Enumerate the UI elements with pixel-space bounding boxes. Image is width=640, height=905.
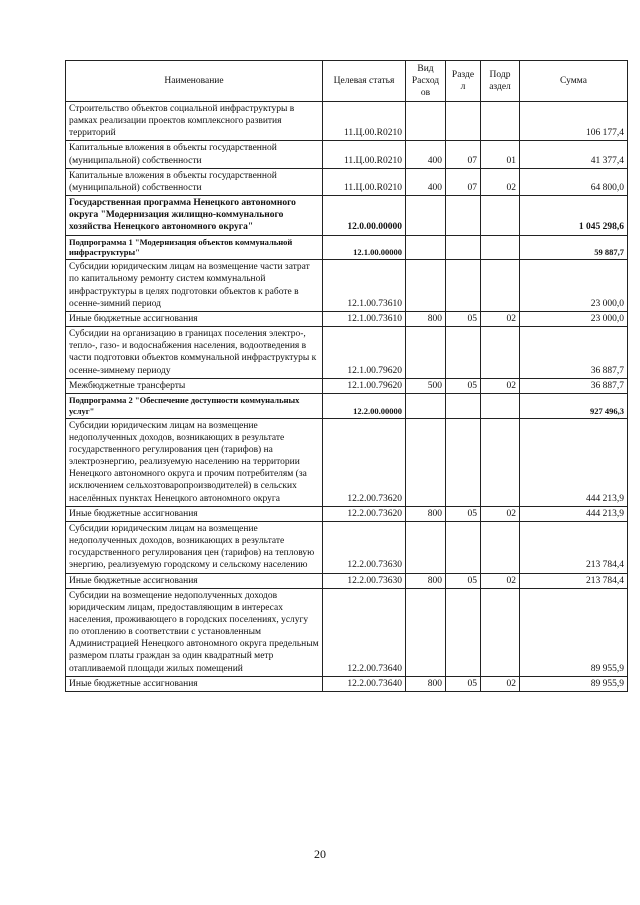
- cell-target: 12.1.00.79620: [323, 327, 406, 379]
- cell-podrazdel: 02: [481, 573, 520, 588]
- cell-sum: 444 213,9: [520, 418, 628, 506]
- cell-target: 12.0.00.00000: [323, 196, 406, 235]
- table-row: [66, 102, 628, 141]
- cell-podrazdel: [481, 393, 520, 418]
- cell-target: 12.2.00.73640: [323, 676, 406, 691]
- cell-target: 12.1.00.00000: [323, 235, 406, 260]
- table-row: [66, 573, 628, 588]
- cell-vid: 400: [406, 141, 446, 168]
- table-row: [66, 260, 628, 312]
- cell-sum: 59 887,7: [520, 235, 628, 260]
- cell-vid: 500: [406, 378, 446, 393]
- cell-razdel: 05: [446, 506, 481, 521]
- cell-name: Субсидии на возмещение недополученных доходов юридическим лицам, предоставляющим в интересах населения, проживающего в городских поселениях, услугу по отоплению в соответствии с установленным Администрацией Ненецкого автономного округа предельным размером платы граждан за один квадратный метр отапливаемой площади жилых помещений: [66, 588, 323, 676]
- cell-name: Подпрограмма 2 "Обеспечение доступности коммунальных услуг": [66, 393, 323, 418]
- table-row: [66, 506, 628, 521]
- cell-vid: [406, 588, 446, 676]
- table-row: [66, 418, 628, 506]
- cell-vid: [406, 521, 446, 573]
- cell-sum: 106 177,4: [520, 102, 628, 141]
- cell-target: 12.2.00.00000: [323, 393, 406, 418]
- cell-sum: 213 784,4: [520, 521, 628, 573]
- cell-podrazdel: [481, 588, 520, 676]
- cell-sum: 89 955,9: [520, 676, 628, 691]
- cell-razdel: 05: [446, 378, 481, 393]
- header-sum: Сумма: [520, 61, 628, 102]
- cell-name: Иные бюджетные ассигнования: [66, 506, 323, 521]
- header-target: Целевая статья: [323, 61, 406, 102]
- cell-target: 12.2.00.73640: [323, 588, 406, 676]
- cell-razdel: [446, 393, 481, 418]
- cell-podrazdel: [481, 235, 520, 260]
- table-row: [66, 141, 628, 168]
- table-row: [66, 676, 628, 691]
- cell-razdel: [446, 102, 481, 141]
- cell-razdel: 07: [446, 141, 481, 168]
- cell-vid: 400: [406, 168, 446, 195]
- header-name: Наименование: [66, 61, 323, 102]
- cell-sum: 36 887,7: [520, 327, 628, 379]
- budget-table: [65, 60, 628, 692]
- cell-vid: [406, 260, 446, 312]
- cell-vid: 800: [406, 676, 446, 691]
- cell-name: Капитальные вложения в объекты государственной (муниципальной) собственности: [66, 141, 323, 168]
- cell-sum: 23 000,0: [520, 311, 628, 326]
- cell-name: Капитальные вложения в объекты государственной (муниципальной) собственности: [66, 168, 323, 195]
- cell-podrazdel: [481, 327, 520, 379]
- table-row: [66, 311, 628, 326]
- cell-name: Субсидии юридическим лицам на возмещение части затрат по капитальному ремонту систем коммунальной инфраструктуры в целях подготовки объектов к работе в осенне-зимний период: [66, 260, 323, 312]
- cell-razdel: [446, 588, 481, 676]
- cell-sum: 444 213,9: [520, 506, 628, 521]
- header-razdel: Разде л: [446, 61, 481, 102]
- cell-name: Субсидии юридическим лицам на возмещение недополученных доходов, возникающих в результате государственного регулирования цен (тарифов) на тепловую энергию, реализуемую городскому и сельскому населению: [66, 521, 323, 573]
- cell-target: 12.1.00.73610: [323, 311, 406, 326]
- cell-razdel: 05: [446, 573, 481, 588]
- page-number: 20: [314, 847, 326, 861]
- cell-podrazdel: [481, 521, 520, 573]
- cell-podrazdel: [481, 196, 520, 235]
- cell-name: Межбюджетные трансферты: [66, 378, 323, 393]
- cell-name: Субсидии на организацию в границах поселения электро-, тепло-, газо- и водоснабжения населения, водоотведения в части подготовки объектов коммунальной инфраструктуры к осенне-зимнему периоду: [66, 327, 323, 379]
- cell-razdel: [446, 327, 481, 379]
- cell-sum: 23 000,0: [520, 260, 628, 312]
- table-row: [66, 168, 628, 195]
- table-row: [66, 327, 628, 379]
- cell-target: 12.2.00.73620: [323, 418, 406, 506]
- cell-razdel: 05: [446, 676, 481, 691]
- cell-razdel: 05: [446, 311, 481, 326]
- cell-name: Иные бюджетные ассигнования: [66, 676, 323, 691]
- cell-target: 12.2.00.73630: [323, 573, 406, 588]
- cell-podrazdel: [481, 418, 520, 506]
- cell-sum: 89 955,9: [520, 588, 628, 676]
- cell-sum: 1 045 298,6: [520, 196, 628, 235]
- cell-podrazdel: [481, 102, 520, 141]
- cell-podrazdel: 02: [481, 168, 520, 195]
- cell-vid: 800: [406, 311, 446, 326]
- cell-target: 11.Ц.00.R0210: [323, 102, 406, 141]
- cell-name: Иные бюджетные ассигнования: [66, 311, 323, 326]
- cell-target: 12.1.00.73610: [323, 260, 406, 312]
- cell-sum: 36 887,7: [520, 378, 628, 393]
- table-row: [66, 588, 628, 676]
- cell-podrazdel: [481, 260, 520, 312]
- cell-target: 12.2.00.73630: [323, 521, 406, 573]
- cell-razdel: [446, 260, 481, 312]
- cell-name: Субсидии юридическим лицам на возмещение недополученных доходов, возникающих в результате государственного регулирования цен (тарифов) на электроэнергию, реализуемую населению на территории Ненецкого автономного округа и прочим потребителям (за исключением сельхозтоваропроизводителей) в сельских населённых пунктах Ненецкого автономного округа: [66, 418, 323, 506]
- cell-razdel: 07: [446, 168, 481, 195]
- cell-razdel: [446, 196, 481, 235]
- table-row: [66, 393, 628, 418]
- cell-razdel: [446, 418, 481, 506]
- cell-sum: 927 496,3: [520, 393, 628, 418]
- cell-vid: [406, 393, 446, 418]
- cell-podrazdel: 02: [481, 506, 520, 521]
- cell-name: Иные бюджетные ассигнования: [66, 573, 323, 588]
- table-row: [66, 235, 628, 260]
- cell-vid: [406, 327, 446, 379]
- cell-vid: 800: [406, 506, 446, 521]
- cell-podrazdel: 01: [481, 141, 520, 168]
- cell-vid: [406, 196, 446, 235]
- cell-target: 11.Ц.00.R0210: [323, 168, 406, 195]
- cell-sum: 213 784,4: [520, 573, 628, 588]
- cell-sum: 64 800,0: [520, 168, 628, 195]
- table-row: [66, 521, 628, 573]
- cell-vid: [406, 235, 446, 260]
- cell-podrazdel: 02: [481, 378, 520, 393]
- table-row: [66, 196, 628, 235]
- header-vid: Вид Расход ов: [406, 61, 446, 102]
- table-body: [66, 102, 628, 692]
- cell-target: 11.Ц.00.R0210: [323, 141, 406, 168]
- header-podrazdel: Подр аздел: [481, 61, 520, 102]
- cell-target: 12.2.00.73620: [323, 506, 406, 521]
- cell-vid: 800: [406, 573, 446, 588]
- table-header-row: [66, 61, 628, 102]
- cell-vid: [406, 102, 446, 141]
- cell-podrazdel: 02: [481, 676, 520, 691]
- cell-name: Строительство объектов социальной инфраструктуры в рамках реализации проектов комплексного развития территорий: [66, 102, 323, 141]
- cell-podrazdel: 02: [481, 311, 520, 326]
- cell-name: Подпрограмма 1 "Модернизация объектов коммунальной инфраструктуры": [66, 235, 323, 260]
- cell-vid: [406, 418, 446, 506]
- table-row: [66, 378, 628, 393]
- cell-name: Государственная программа Ненецкого автономного округа "Модернизация жилищно-коммунального хозяйства Ненецкого автономного округа": [66, 196, 323, 235]
- cell-razdel: [446, 521, 481, 573]
- cell-target: 12.1.00.79620: [323, 378, 406, 393]
- cell-sum: 41 377,4: [520, 141, 628, 168]
- cell-razdel: [446, 235, 481, 260]
